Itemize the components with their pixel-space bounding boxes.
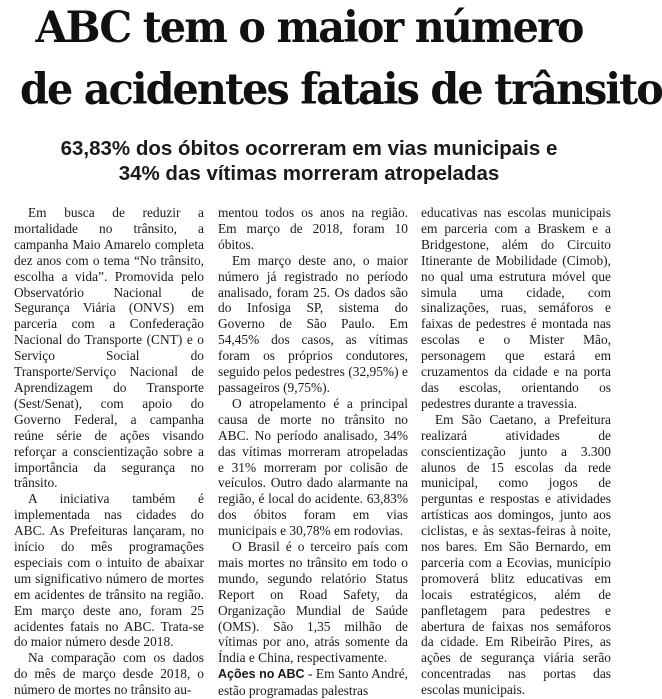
paragraph: Na comparação com os dados do mês de março desde 2018, o número de mortes no trânsito au- xyxy=(14,650,204,698)
article-column-2 xyxy=(218,205,408,699)
headline-line-1: ABC tem o maior número xyxy=(35,3,583,53)
article-column-3 xyxy=(421,205,611,698)
section-lead: Ações no ABC xyxy=(218,667,305,682)
subheadline-line-1: 63,83% dos óbitos ocorreram em vias municipais e xyxy=(60,137,558,160)
paragraph: Em busca de reduzir a mortalidade no trânsito, a campanha Maio Amarelo completa dez anos com o tema “No trânsito, escolha a vida”. Promovida pelo Observatório Nacional de Segurança Viária (ONVS) em parceria com a Confederação Nacional do Transporte (CNT) e o Serviço Social do Transporte/Serviço Nacional de Aprendizagem do Transporte (Sest/Senat), com apoio do Governo Federal, a campanha reúne série de ações visando reforçar a conscientização sobre a importância da segurança no trânsito. xyxy=(14,205,204,491)
section-text: - Em Santo André, estão programadas palestras xyxy=(218,666,408,699)
paragraph: mentou todos os anos na região. Em março de 2018, foram 10 óbitos. xyxy=(218,205,408,252)
paragraph: educativas nas escolas municipais em parceria com a Braskem e a Bridgestone, além do Circuito Itinerante de Mobilidade (Cimob), no qual uma estrutura móvel que simula uma cidade, com sinalizações, ruas, semáforos e faixas de pedestres é montada nas escolas e o Mister Mão, personagem que estará em cruzamentos da cidade e na porta das escolas, orientando os pedestres durante a travessia. xyxy=(421,205,611,411)
paragraph: Em março deste ano, o maior número já registrado no período analisado, foram 25. Os dados são do Infosiga SP, sistema do Governo de São Paulo. Em 54,45% dos casos, as vítimas foram os próprios condutores, seguido pelos pedestres (32,95%) e passageiros (9,75%). xyxy=(218,252,408,395)
paragraph: Em São Caetano, a Prefeitura realizará atividades de conscientização junto a 3.300 alunos de 15 escolas da rede municipal, como jogos de perguntas e respostas e atividades artísticas aos domingos, junto aos ciclistas, e às sextas-feiras à noite, nos bares. Em São Bernardo, em parceria com a Ecovias, município promoverá blitz educativas em locais estratégicos, além de panfletagem para pedestres e abertura de faixas nos semáforos da cidade. Em Ribeirão Pires, as ações de segurança viária serão concentradas nas portas das escolas municipais. xyxy=(421,411,611,698)
paragraph: O Brasil é o terceiro país com mais mortes no trânsito em todo o mundo, segundo relatório Status Report on Road Safety, da Organização Mundial de Saúde (OMS). São 1,35 milhão de vítimas por ano, atrás somente da Índia e China, respectivamente. xyxy=(218,539,408,666)
paragraph-section-start xyxy=(218,666,408,699)
headline-line-2: de acidentes fatais de trânsito xyxy=(20,65,662,115)
article-column-1 xyxy=(14,205,204,698)
subheadline-line-2: 34% das vítimas morreram atropeladas xyxy=(118,162,500,185)
paragraph: O atropelamento é a principal causa de morte no trânsito no ABC. No período analisado, 34% das vítimas morreram atropeladas e 31% morreram por colisão de veículos. Outro dado alarmante na região, é local do acidente. 63,83% dos óbitos foram em vias municipais e 30,78% em rodovias. xyxy=(218,395,408,539)
paragraph: A iniciativa também é implementada nas cidades do ABC. As Prefeituras lançaram, no início do mês programações especiais com o intuito de abaixar um significativo número de mortes em acidentes de trânsito na região. Em março deste ano, foram 25 acidentes fatais no ABC. Trata-se do maior número desde 2018. xyxy=(14,491,204,650)
